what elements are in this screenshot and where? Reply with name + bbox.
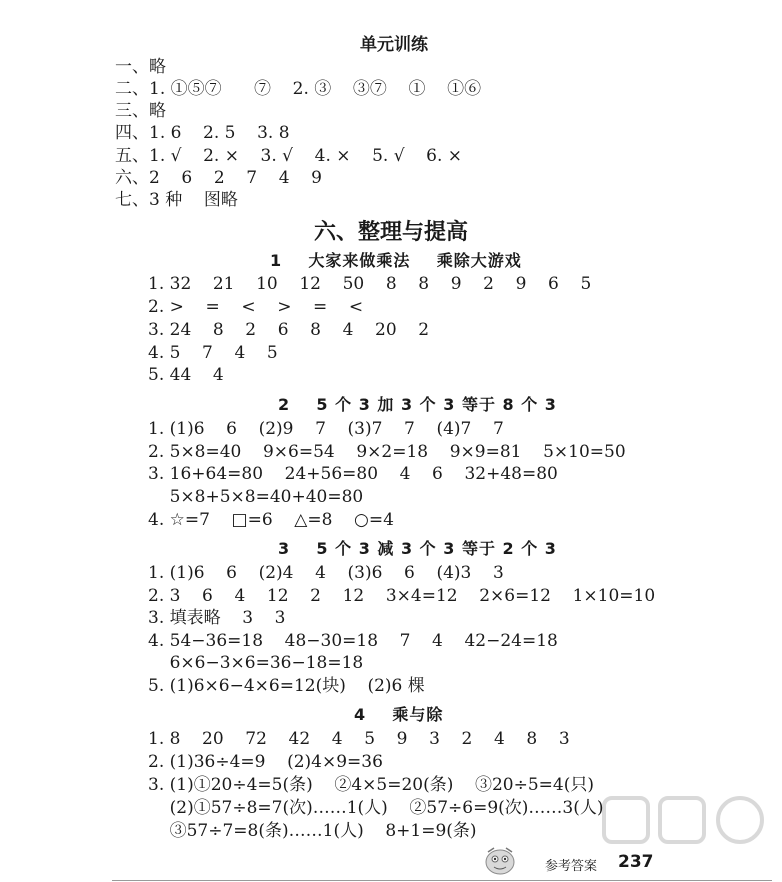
section-1-line-3: 3. 24 8 2 6 8 4 20 2 <box>148 320 430 340</box>
section-1-title: 1 大家来做乘法 乘除大游戏 <box>270 251 522 270</box>
section-2-line-3: 3. 16+64=80 24+56=80 4 6 32+48=80 <box>148 464 558 484</box>
mascot-icon <box>480 838 520 878</box>
watermark-logo-icon <box>600 790 770 850</box>
section-3-line-4: 4. 54−36=18 48−30=18 7 4 42−24=18 <box>148 631 558 651</box>
unit-item-5: 五、1. √ 2. × 3. √ 4. × 5. √ 6. × <box>115 146 463 166</box>
chapter-title: 六、整理与提高 <box>314 220 469 245</box>
unit-item-4: 四、1. 6 2. 5 3. 8 <box>115 123 290 143</box>
section-4-line-4: (2)①57÷8=7(次)……1(人) ②57÷6=9(次)……3(人) <box>148 798 604 818</box>
section-3-line-5: 6×6−3×6=36−18=18 <box>148 653 364 673</box>
section-3-line-1: 1. (1)6 6 (2)4 4 (3)6 6 (4)3 3 <box>148 563 504 583</box>
section-2-line-1: 1. (1)6 6 (2)9 7 (3)7 7 (4)7 7 <box>148 419 504 439</box>
section-1-line-1: 1. 32 21 10 12 50 8 8 9 2 9 6 5 <box>148 274 592 294</box>
footer-divider <box>112 880 772 881</box>
unit-item-2: 二、1. ①⑤⑦ ⑦ 2. ③ ③⑦ ① ①⑥ <box>115 79 482 99</box>
footer-label: 参考答案 <box>545 859 598 874</box>
section-2-title: 2 5 个 3 加 3 个 3 等于 8 个 3 <box>278 395 557 414</box>
unit-item-3: 三、略 <box>115 101 166 121</box>
section-4-line-1: 1. 8 20 72 42 4 5 9 3 2 4 8 3 <box>148 729 570 749</box>
section-2-line-4: 5×8+5×8=40+40=80 <box>148 487 364 507</box>
section-4-title: 4 乘与除 <box>354 705 444 724</box>
section-3-title: 3 5 个 3 减 3 个 3 等于 2 个 3 <box>278 539 557 558</box>
section-4-line-5: ③57÷7=8(条)……1(人) 8+1=9(条) <box>148 821 477 841</box>
section-1-line-4: 4. 5 7 4 5 <box>148 343 278 363</box>
section-3-line-6: 5. (1)6×6−4×6=12(块) (2)6 棵 <box>148 676 425 696</box>
page-number: 237 <box>618 852 654 872</box>
section-3-line-3: 3. 填表略 3 3 <box>148 608 286 628</box>
section-3-line-2: 2. 3 6 4 12 2 12 3×4=12 2×6=12 1×10=10 <box>148 586 656 606</box>
section-4-line-2: 2. (1)36÷4=9 (2)4×9=36 <box>148 752 383 772</box>
section-2-line-2: 2. 5×8=40 9×6=54 9×2=18 9×9=81 5×10=50 <box>148 442 626 462</box>
unit-item-1: 一、略 <box>115 57 166 77</box>
unit-title: 单元训练 <box>360 35 428 55</box>
section-1-line-2: 2. > = < > = < <box>148 297 364 317</box>
unit-item-7: 七、3 种 图略 <box>115 190 238 210</box>
section-4-line-3: 3. (1)①20÷4=5(条) ②4×5=20(条) ③20÷5=4(只) <box>148 775 594 795</box>
section-1-line-5: 5. 44 4 <box>148 365 224 385</box>
section-2-line-5: 4. ☆=7 □=6 △=8 ○=4 <box>148 510 394 530</box>
unit-item-6: 六、2 6 2 7 4 9 <box>115 168 322 188</box>
